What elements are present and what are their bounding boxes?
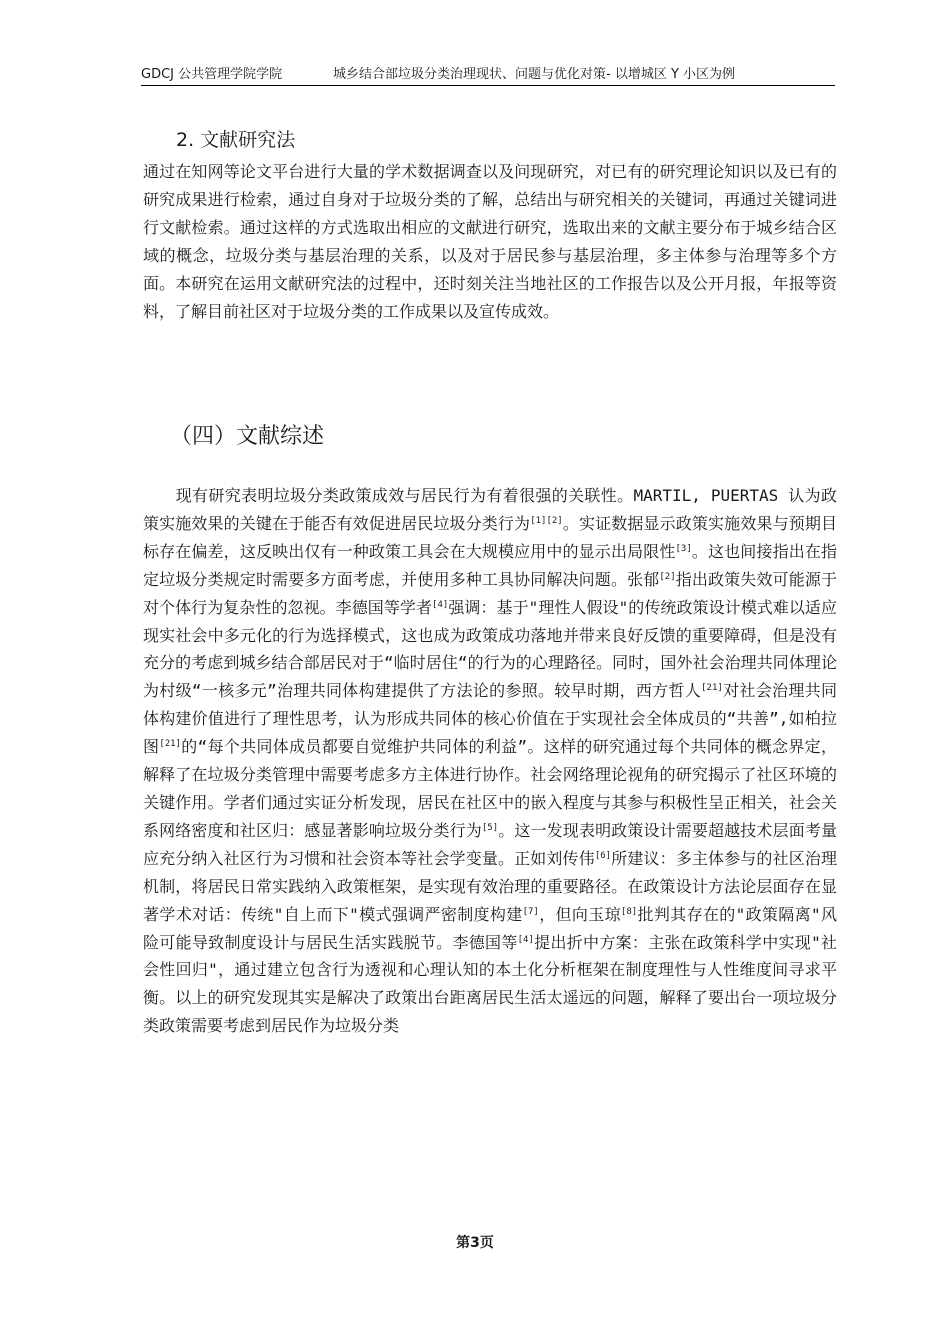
text-run: 对社会治理共同体构建价值进行了理性思考，认为形成共同体的核心价值在于实现社会全体成员的“共善”,如柏拉图: [143, 681, 837, 757]
citation: [2]: [659, 571, 676, 582]
paragraph-literature-review: [143, 482, 837, 1040]
text-run: 。这也间接指出在指定垃圾分类规定时需要多方面考虑，并使用多种工具协同解决问题。张郁: [143, 541, 837, 589]
page-header: [141, 65, 835, 86]
text-run: 强调：基于"理性人假设"的传统政策设计模式难以适应现实社会中多元化的行为选择模式，这也成为政策成功落地并带来良好反馈的重要障碍，但是没有充分的考虑到城乡结合部居民对于“临时居住“的行为的心理路径。同时，国外社会治理共同体理论为村级“一核多元”治理共同体构建提供了方法论的参照。较早时期，西方哲人: [143, 597, 837, 701]
header-paper-title: 城乡结合部垃圾分类治理现状、问题与优化对策- 以增城区 Y 小区为例: [333, 67, 736, 82]
citation: [5]: [481, 822, 499, 833]
section-title: （四）文献综述: [170, 424, 325, 449]
header-institution: GDCJ 公共管理学院学院: [141, 67, 283, 82]
citation: [8]: [620, 906, 638, 917]
citation: [4]: [517, 934, 534, 945]
text-run: 。实证数据显示政策实施效果与预期目标存在偏差，这反映出仅有一种政策工具会在大规模应用中的显示出局限性: [143, 513, 837, 561]
text-run: 现有研究表明垃圾分类政策成效与居民行为有着很强的关联性。MARTIL, PUERTAS 认为政策实施效果的关键在于能否有效促进居民垃圾分类行为: [143, 486, 837, 533]
text-run: 所建议：多主体参与的社区治理机制，将居民日常实践纳入政策框架，是实现有效治理的重要路径。在政策设计方法论层面存在显著学术对话：传统"自上而下"模式强调严密制度构建: [143, 848, 837, 924]
citation: [7]: [522, 906, 539, 917]
text-run: 。这一发现表明政策设计需要超越技术层面考量应充分纳入社区行为习惯和社会资本等社会学变量。正如刘传伟: [143, 820, 837, 868]
text-run: 提出折中方案：主张在政策科学中实现"社会性回归"，通过建立包含行为透视和心理认知的本土化分析框架在制度理性与人性维度间寻求平衡。以上的研究发现其实是解决了政策出台距离居民生活太遥远的问题，解释了要出台一项垃圾分类政策需要考虑到居民作为垃圾分类: [143, 932, 837, 1036]
text-run: ，但向玉琼: [538, 904, 621, 924]
citation: [4]: [432, 599, 449, 610]
subsection-title: 2. 文献研究法: [176, 129, 296, 151]
citation: [21]: [159, 739, 181, 750]
citation: [6]: [594, 850, 612, 861]
citation: [3]: [675, 543, 692, 554]
page-number: 第3页: [456, 1235, 494, 1251]
citation: [1][2]: [530, 515, 563, 526]
text-run: 指出政策失效可能源于对个体行为复杂性的忽视。李德国等学者: [143, 569, 837, 617]
text-run: 的“每个共同体成员都要自觉维护共同体的利益”。这样的研究通过每个共同体的概念界定，解释了在垃圾分类管理中需要考虑多方主体进行协作。社会网络理论视角的研究揭示了社区环境的关键作用。学者们通过实证分析发现，居民在社区中的嵌入程度与其参与积极性呈正相关，社会关系网络密度和社区归：感显著影响垃圾分类行为: [143, 737, 837, 840]
paragraph-literature-method: 通过在知网等论文平台进行大量的学术数据调查以及问现研究，对已有的研究理论知识以及已有的研究成果进行检索，通过自身对于垃圾分类的了解，总结出与研究相关的关键词，再通过关键词进行文献检索。通过这样的方式选取出相应的文献进行研究，选取出来的文献主要分布于城乡结合区域的概念，垃圾分类与基层治理的关系，以及对于居民参与基层治理，多主体参与治理等多个方面。本研究在运用文献研究法的过程中，还时刻关注当地社区的工作报告以及公开月报，年报等资料，了解目前社区对于垃圾分类的工作成果以及宣传成效。: [143, 162, 837, 321]
text-run: 批判其存在的"政策隔离"风险可能导致制度设计与居民生活实践脱节。李德国等: [143, 904, 837, 952]
citation: [21]: [701, 683, 723, 694]
